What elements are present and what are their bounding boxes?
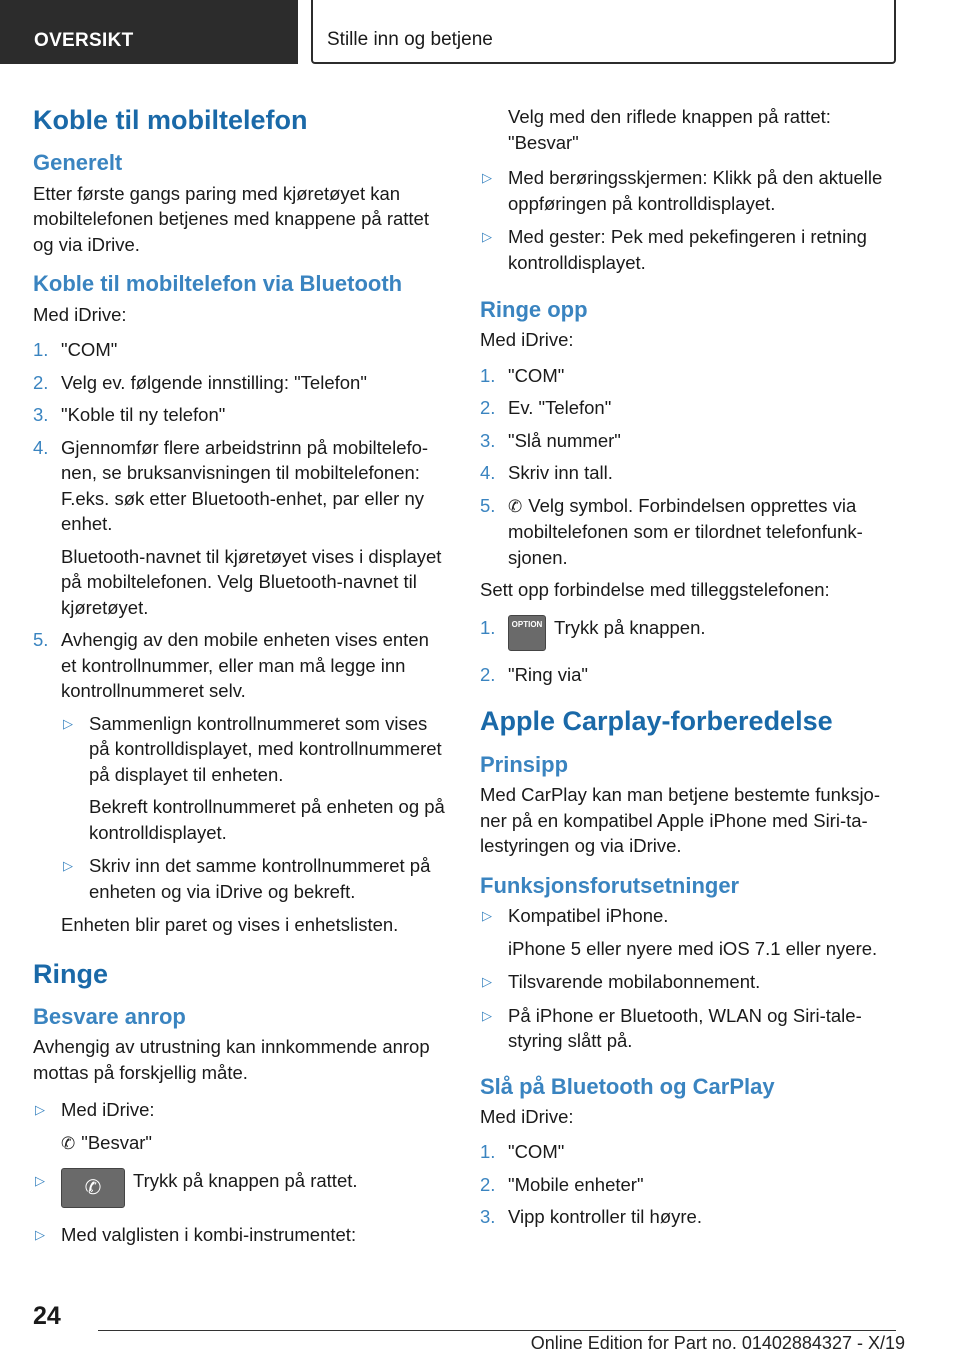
triangle-bullet-icon: ▷ [482, 908, 492, 924]
list-item: 2. "Mobile enheter" [480, 1173, 644, 1195]
bullet-list [61, 711, 447, 905]
paragraph: Med iDrive: [480, 1105, 574, 1127]
list-item: ▷ Med iDrive: ✆ "Besvar" [33, 1097, 447, 1156]
paragraph: Etter første gangs paring med kjøretøyet kan mobiltelefonen betjenes med knappene på rattet og via iDrive. [33, 182, 429, 255]
bullet-list [33, 1097, 447, 1248]
phone-icon: ✆ [508, 496, 523, 516]
section-title: Ringe [33, 958, 109, 989]
list-item: 2. "Ring via" [480, 663, 588, 685]
footer-divider [98, 1330, 896, 1331]
list-item: 4. Gjennomfør flere arbeidstrinn på mobiltelefonen, se bruksanvisningen til mobiltelefonen: F.eks. søk etter Bluetooth-enhet, par eller ny enhet. Bluetooth-navnet til kjøretøyet vises i displayet på mobiltelefonen. Velg Bluetooth-navnet til kjøretøyet. [33, 435, 447, 621]
list-item-note: "Besvar" [81, 1131, 152, 1153]
section-title: Apple Carplay-forberedelse [480, 706, 833, 737]
subheading-requirements: Funksjonsforutsetninger [480, 872, 740, 898]
list-item: 3. Vipp kontroller til høyre. [480, 1206, 702, 1228]
paragraph: Sett opp forbindelse med tilleggstelefonen: [480, 579, 830, 601]
triangle-bullet-icon: ▷ [482, 1007, 492, 1023]
numbered-list [480, 1139, 900, 1230]
list-item: ▷ Kompatibel iPhone. iPhone 5 eller nyere med iOS 7.1 eller nyere. [480, 903, 900, 961]
list-item: ▷ Med valglisten i kombi-instrumentet: [33, 1222, 447, 1248]
option-button-icon: OPTION [508, 615, 546, 651]
list-item: ▷ Med gester: Pek med pekefingeren i retning kontrolldisplayet. [482, 226, 867, 273]
chapter-tab [311, 0, 896, 64]
bullet-list [480, 165, 900, 275]
triangle-bullet-icon: ▷ [63, 715, 73, 731]
list-item: ▷ På iPhone er Bluetooth, WLAN og Siri-talestyring slått på. [482, 1004, 862, 1052]
subheading-enable: Slå på Bluetooth og CarPlay [480, 1073, 775, 1099]
list-item: 1. OPTION Trykk på knappen. [480, 615, 900, 655]
list-item-note: Bluetooth-navnet til kjøretøyet vises i displayet på mobiltelefonen. Velg Bluetooth-navnet til kjøretøyet. [61, 545, 442, 618]
triangle-bullet-icon: ▷ [35, 1102, 45, 1118]
list-item: ▷ ✆ Trykk på knappen på rattet. [33, 1168, 447, 1212]
subheading-bluetooth: Koble til mobiltelefon via Bluetooth [33, 271, 403, 297]
paragraph: Med iDrive: [480, 329, 574, 351]
list-item: 1. "COM" [480, 1141, 565, 1163]
list-item: ▷ Sammenlign kontrollnummeret som vises på kontrolldisplayet, med kontrollnummeret på displayet til enheten. Bekreft kontrollnummeret på enheten og på kontrolldisplayet. [61, 711, 447, 846]
list-item: 5. Avhengig av den mobile enheten vises enten et kontrollnummer, eller man må legge inn kontrollnummeret selv. ▷ Sammenlign kontrollnummeret som vises på kontrolldisplayet, med kontrollnummeret på displayet til enheten. Bekreft kontrollnummeret på enheten og på kontrolldisplayet. ▷ Skriv inn det samme kontrollnummeret på enheten og via iDrive og bekreft. Enheten blir paret og vises i enhetslisten. [33, 627, 447, 938]
triangle-bullet-icon: ▷ [482, 974, 492, 990]
subheading-principle: Prinsipp [480, 751, 569, 777]
triangle-bullet-icon: ▷ [63, 858, 73, 874]
triangle-bullet-icon: ▷ [482, 170, 492, 185]
list-item: ▷ Med berøringsskjermen: Klikk på den aktuelle oppføringen på kontrolldisplayet. [482, 167, 883, 214]
list-item: ▷ Tilsvarende mobilabonnement. [480, 969, 900, 995]
list-item: 5. ✆ Velg symbol. Forbindelsen opprettes via mobiltelefonen som er tilordnet telefonfunksjonen. [480, 494, 863, 568]
list-item-note: iPhone 5 eller nyere med iOS 7.1 eller nyere. [508, 937, 878, 959]
numbered-list [480, 615, 900, 688]
edition-note: Online Edition for Part no. 01402884327 - X/19 [530, 1333, 905, 1353]
subheading-call: Ringe opp [480, 297, 588, 322]
list-item: 1. "COM" [480, 364, 565, 386]
subheading-general: Generelt [33, 150, 123, 176]
triangle-bullet-icon: ▷ [482, 229, 492, 244]
list-item: 4. Skriv inn tall. [480, 462, 613, 484]
page-header [0, 0, 960, 66]
numbered-list [33, 337, 447, 938]
subheading-answer: Besvare anrop [33, 1004, 186, 1030]
list-item-note: Enheten blir paret og vises i enhetslisten. [61, 914, 399, 936]
phone-icon: ✆ [61, 1133, 76, 1153]
steering-wheel-call-button-icon: ✆ [61, 1168, 125, 1208]
list-item: 3. "Koble til ny telefon" [33, 404, 226, 426]
bullet-list [480, 903, 900, 1054]
section-tab [0, 0, 298, 64]
list-item: 2. Velg ev. følgende innstilling: "Telefon" [33, 371, 367, 393]
triangle-bullet-icon: ▷ [35, 1227, 45, 1243]
paragraph: Avhengig av utrustning kan innkommende anrop mottas på forskjellig måte. [33, 1036, 430, 1083]
triangle-bullet-icon: ▷ [35, 1173, 45, 1189]
list-item: 2. Ev. "Telefon" [480, 397, 612, 419]
list-item: ▷ Skriv inn det samme kontrollnummeret på enheten og via iDrive og bekreft. [63, 855, 431, 902]
page-number: 24 [33, 1302, 61, 1330]
list-item: 1. "COM" [33, 339, 118, 361]
section-label: OVERSIKT [34, 30, 134, 51]
left-column [33, 96, 447, 1256]
chapter-label: Stille inn og betjene [327, 29, 493, 50]
right-column [480, 104, 900, 1237]
list-item: 3. "Slå nummer" [480, 429, 621, 451]
paragraph: Med iDrive: [33, 303, 127, 325]
section-title: Koble til mobiltelefon [33, 105, 308, 135]
list-item-note: Bekreft kontrollnummeret på enheten og på kontrolldisplayet. [89, 796, 445, 843]
paragraph: Velg med den riflede knappen på rattet: "Besvar" [508, 106, 831, 153]
numbered-list [480, 363, 900, 571]
paragraph: Med CarPlay kan man betjene bestemte funksjoner på en kompatibel Apple iPhone med Siri-talestyringen og via iDrive. [480, 784, 881, 857]
